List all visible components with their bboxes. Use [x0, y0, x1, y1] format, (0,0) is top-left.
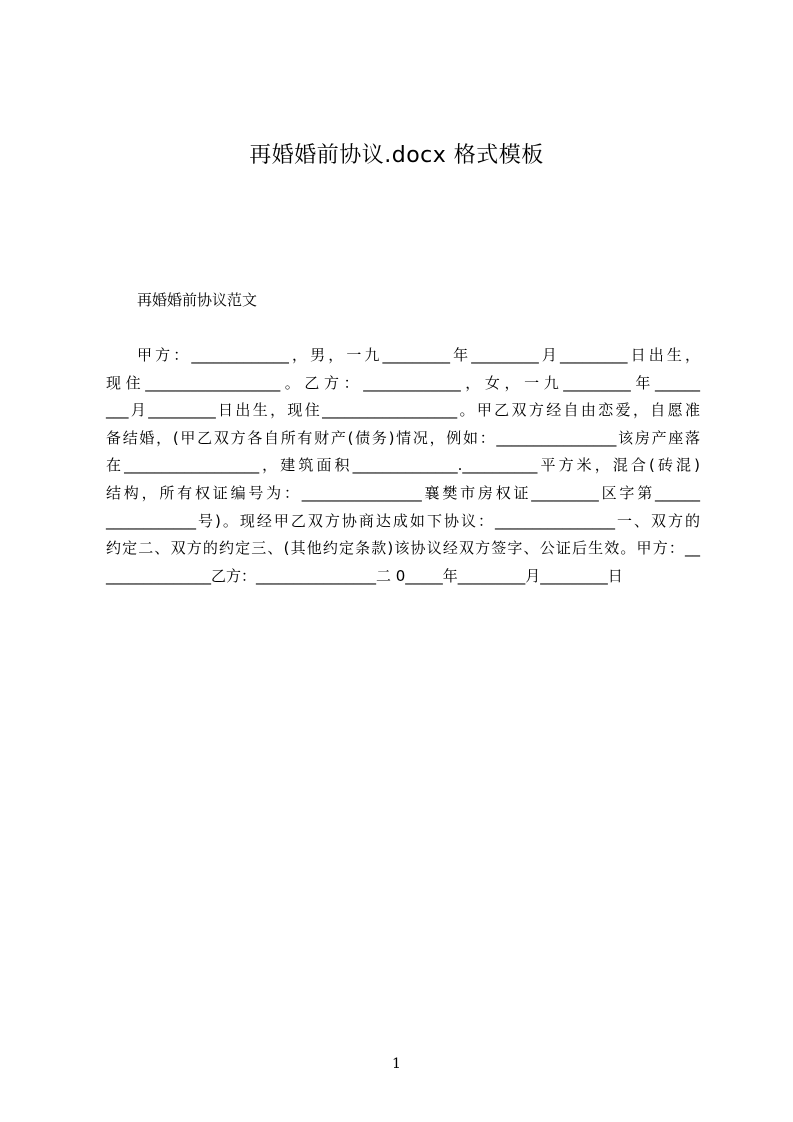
body-line-8: 约定二、双方的约定三、(其他约定条款)该协议经双方签字、公证后生效。甲方：__: [106, 539, 700, 558]
body-line-9: ______________乙方：________________二 0_____年_________月_________日: [106, 566, 623, 585]
body-line-7: ____________号)。现经甲乙双方协商达成如下协议：________________一、双方的: [106, 511, 700, 530]
agreement-body: [106, 342, 706, 590]
body-line-6: 结构，所有权证编号为：________________襄樊市房权证_________区字第______: [106, 483, 700, 502]
body-line-1: 甲方：_____________，男，一九_________年_________月_________日出生，: [137, 346, 700, 364]
body-line-2: 现住__________________。乙方：_____________，女，一九_________年______: [106, 373, 700, 392]
body-line-4: 备结婚，(甲乙双方各自所有财产(债务)情况，例如：________________该房产座落: [106, 428, 700, 447]
document-title: 再婚婚前协议.docx 格式模板: [249, 143, 544, 168]
body-line-3: ___月_________日出生，现住__________________。甲乙双方经自由恋爱，自愿准: [106, 401, 700, 420]
body-line-5: 在__________________，建筑面积______________.__________平方米，混合(砖混): [106, 456, 700, 475]
page-number: 1: [392, 1056, 401, 1072]
document-subtitle: 再婚婚前协议范文: [137, 291, 258, 309]
